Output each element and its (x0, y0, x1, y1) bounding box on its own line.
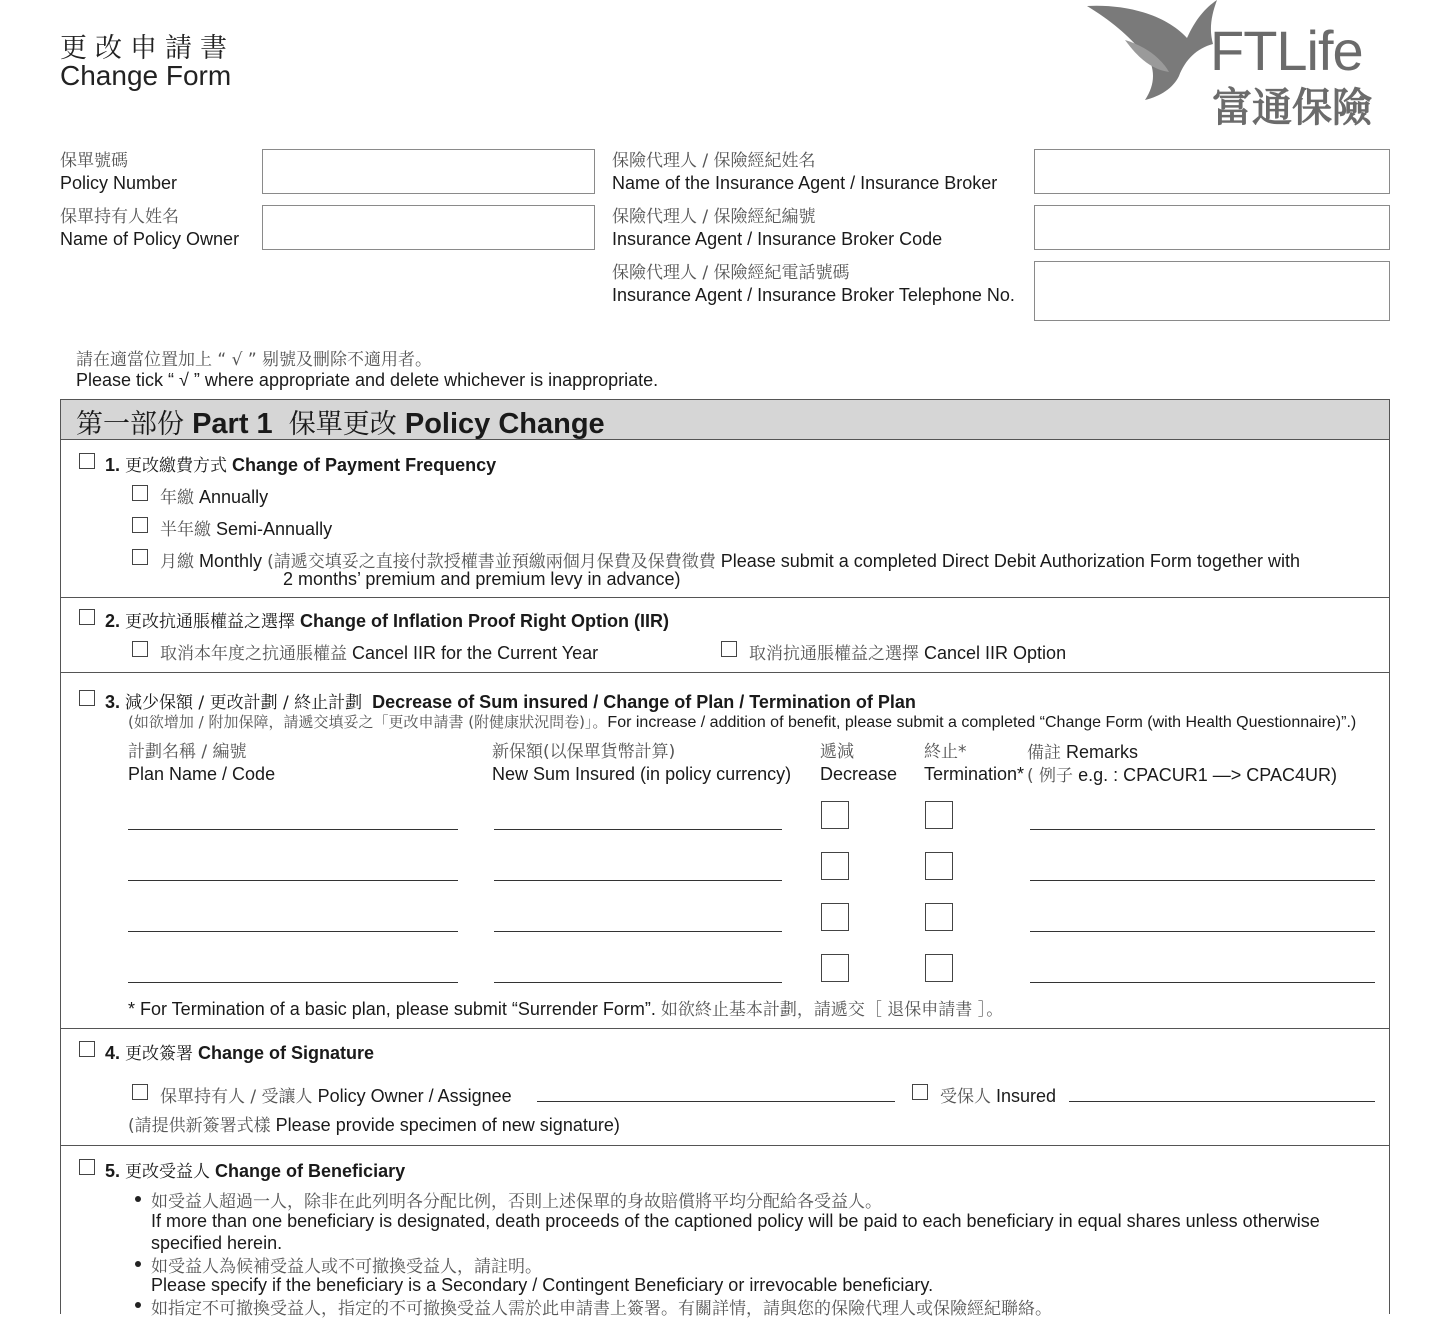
decrease-checkbox[interactable] (821, 954, 849, 982)
cancel-iir-current-year-checkbox[interactable] (132, 641, 148, 657)
semi-annually-checkbox[interactable] (132, 517, 148, 533)
form-title-zh: 更改申請書 (60, 33, 235, 64)
beneficiary-note2-zh: 如受益人為候補受益人或不可撤換受益人，請註明。 (151, 1257, 542, 1277)
policy-number-label: 保單號碼 Policy Number (60, 151, 178, 193)
remarks-line[interactable] (1030, 829, 1375, 830)
policy-number-field[interactable] (262, 149, 595, 194)
section2-checkbox[interactable] (79, 609, 95, 625)
policy-owner-signature-label: 保單持有人 / 受讓人 Policy Owner / Assignee (160, 1086, 512, 1107)
section-divider (61, 597, 1389, 598)
insured-signature-label: 受保人 Insured (940, 1086, 1057, 1107)
monthly-checkbox[interactable] (132, 549, 148, 565)
plan-name-line[interactable] (128, 829, 458, 830)
section3-title: 3. 減少保額 / 更改計劃 / 終止計劃 Decrease of Sum insured / Change of Plan / Termination of Plan (105, 692, 916, 713)
section4-title: 4. 更改簽署 Change of Signature (105, 1043, 375, 1064)
agent-code-field[interactable] (1034, 205, 1390, 250)
plan-name-line[interactable] (128, 931, 458, 932)
cancel-iir-current-year-label: 取消本年度之抗通脹權益 Cancel IIR for the Current Year (160, 643, 599, 664)
part1-title: 第一部份 Part 1 保單更改 Policy Change (76, 408, 605, 440)
annually-label: 年繳 Annually (160, 487, 269, 508)
section2-title: 2. 更改抗通脹權益之選擇 Change of Inflation Proof Right Option (IIR) (105, 611, 669, 632)
plan-name-line[interactable] (128, 880, 458, 881)
agent-telephone-field[interactable] (1034, 261, 1390, 321)
remarks-line[interactable] (1030, 880, 1375, 881)
decrease-checkbox[interactable] (821, 903, 849, 931)
monthly-label: 月繳 Monthly (請遞交填妥之直接付款授權書並預繳兩個月保費及保費徵費 Please submit a completed Direct Debit Authorization Form together with (160, 551, 1300, 572)
termination-checkbox[interactable] (925, 903, 953, 931)
section-divider (61, 1145, 1389, 1146)
new-sum-line[interactable] (494, 829, 782, 830)
insured-signature-checkbox[interactable] (912, 1084, 928, 1100)
bullet-icon (135, 1302, 141, 1308)
agent-name-field[interactable] (1034, 149, 1390, 194)
specimen-note: (請提供新簽署式樣 Please provide specimen of new signature) (128, 1115, 620, 1136)
col-remarks-header: 備註 Remarks ( 例子 e.g. : CPACUR1 —> CPAC4UR) (1027, 742, 1337, 786)
section-divider (61, 672, 1389, 673)
remarks-line[interactable] (1030, 931, 1375, 932)
termination-checkbox[interactable] (925, 954, 953, 982)
section1-title: 1. 更改繳費方式 Change of Payment Frequency (105, 455, 497, 476)
agent-telephone-label: 保險代理人 / 保險經紀電話號碼 Insurance Agent / Insurance Broker Telephone No. (612, 263, 1015, 305)
semi-annually-label: 半年繳 Semi-Annually (160, 519, 333, 540)
new-sum-line[interactable] (494, 982, 782, 983)
decrease-checkbox[interactable] (821, 801, 849, 829)
section-divider (61, 1028, 1389, 1029)
decrease-checkbox[interactable] (821, 852, 849, 880)
policy-owner-signature-checkbox[interactable] (132, 1084, 148, 1100)
new-sum-line[interactable] (494, 931, 782, 932)
col-termination-header: 終止* Termination* (924, 742, 1025, 784)
form-title-en: Change Form (60, 60, 232, 91)
termination-footnote: * For Termination of a basic plan, please submit “Surrender Form”. 如欲終止基本計劃，請遞交［ 退保申請書 ］。 (128, 999, 1004, 1020)
plan-name-line[interactable] (128, 982, 458, 983)
termination-checkbox[interactable] (925, 852, 953, 880)
beneficiary-note1-en: If more than one beneficiary is designated, death proceeds of the captioned policy will be paid to each beneficiary in equal shares unless otherwise (151, 1211, 1320, 1231)
section1-checkbox[interactable] (79, 453, 95, 469)
agent-code-label: 保險代理人 / 保險經紀編號 Insurance Agent / Insurance Broker Code (612, 207, 943, 249)
policy-owner-field[interactable] (262, 205, 595, 250)
beneficiary-note3-zh: 如指定不可撤換受益人，指定的不可撤換受益人需於此申請書上簽署。有關詳情，請與您的保險代理人或保險經紀聯絡。 (151, 1299, 1052, 1319)
cancel-iir-option-label: 取消抗通脹權益之選擇 Cancel IIR Option (749, 643, 1067, 664)
logo-wordmark: FTLife (1210, 19, 1363, 82)
bullet-icon (135, 1196, 141, 1202)
policy-owner-label: 保單持有人姓名 Name of Policy Owner (60, 207, 240, 249)
logo-chinese-name: 富通保險 (1212, 85, 1372, 131)
col-decrease-header: 遞減 Decrease (820, 742, 898, 784)
monthly-note-line2: 2 months’ premium and premium levy in advance) (283, 569, 681, 589)
section5-title: 5. 更改受益人 Change of Beneficiary (105, 1161, 406, 1182)
instruction-zh: 請在適當位置加上 “ √ ” 剔號及刪除不適用者。 (76, 350, 433, 370)
bullet-icon (135, 1261, 141, 1267)
section4-checkbox[interactable] (79, 1041, 95, 1057)
col-sum-header: 新保額(以保單貨幣計算) New Sum Insured (in policy currency) (492, 742, 792, 784)
cancel-iir-option-checkbox[interactable] (721, 641, 737, 657)
col-plan-header: 計劃名稱 / 編號 Plan Name / Code (128, 742, 276, 784)
policy-owner-signature-line[interactable] (537, 1101, 895, 1102)
termination-checkbox[interactable] (925, 801, 953, 829)
beneficiary-note1-en2: specified herein. (151, 1233, 283, 1253)
insured-signature-line[interactable] (1069, 1101, 1375, 1102)
remarks-line[interactable] (1030, 982, 1375, 983)
beneficiary-note1-zh: 如受益人超過一人，除非在此列明各分配比例，否則上述保單的身故賠償將平均分配給各受益人。 (151, 1192, 882, 1212)
instruction-en: Please tick “ √ ” where appropriate and delete whichever is inappropriate. (76, 370, 659, 390)
agent-name-label: 保險代理人 / 保險經紀姓名 Name of the Insurance Agent / Insurance Broker (612, 151, 998, 193)
new-sum-line[interactable] (494, 880, 782, 881)
section3-checkbox[interactable] (79, 690, 95, 706)
annually-checkbox[interactable] (132, 485, 148, 501)
section3-note: (如欲增加 / 附加保障，請遞交填妥之「更改申請書 (附健康狀況問卷)」。For increase / addition of benefit, please submit a completed “Change Form (with Health Questionnaire)”.) (128, 713, 1357, 731)
section5-checkbox[interactable] (79, 1159, 95, 1175)
beneficiary-note2-en: Please specify if the beneficiary is a Secondary / Contingent Beneficiary or irrevocable beneficiary. (151, 1275, 934, 1295)
